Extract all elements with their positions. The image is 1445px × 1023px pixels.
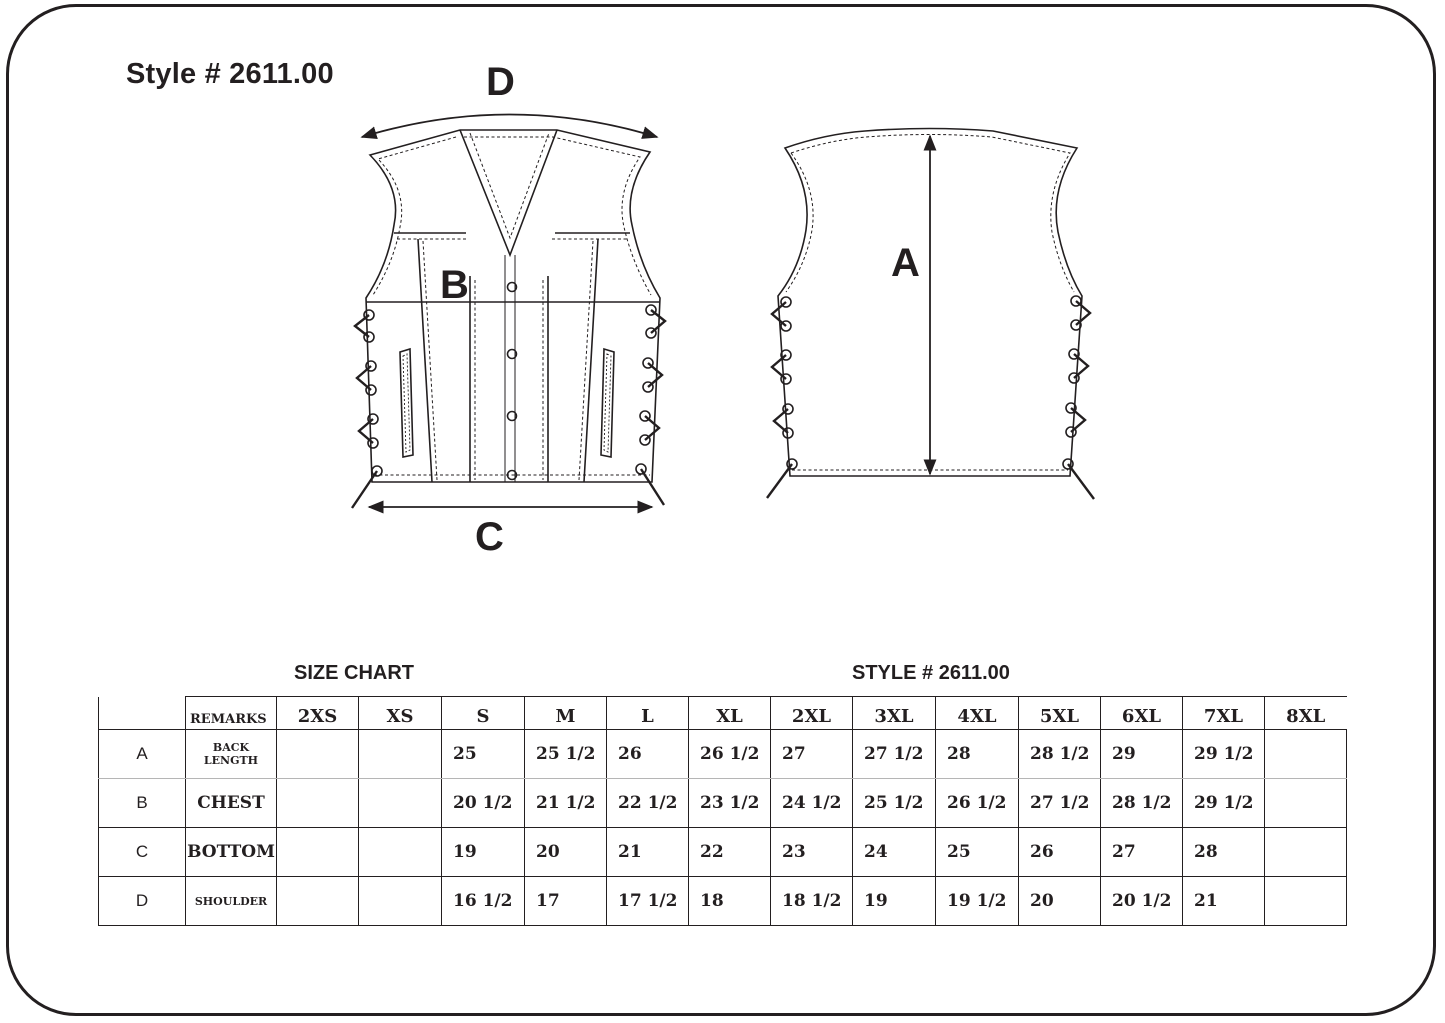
table-cell: 23 [771,828,853,877]
size-header: L [607,697,689,730]
size-header: S [442,697,525,730]
table-cell [277,730,359,779]
table-cell [277,779,359,828]
row-remark: CHEST [186,779,277,828]
back-lacing-left [767,297,797,498]
table-cell: 24 [853,828,936,877]
table-cell: 18 1/2 [771,877,853,926]
table-row [99,828,1347,877]
table-cell: 27 [1101,828,1183,877]
size-header: 2XL [771,697,853,730]
table-cell: 16 1/2 [442,877,525,926]
row-letter: C [99,828,186,877]
table-cell: 29 [1101,730,1183,779]
size-header: XS [359,697,442,730]
table-cell: 18 [689,877,771,926]
table-cell: 26 1/2 [689,730,771,779]
table-cell: 26 [607,730,689,779]
table-cell: 23 1/2 [689,779,771,828]
chart-style-number: STYLE # 2611.00 [852,662,1010,684]
table-cell [359,877,442,926]
row-remark: SHOULDER [186,877,277,926]
table-cell: 26 [1019,828,1101,877]
table-cell [1265,877,1347,926]
table-cell: 21 1/2 [525,779,607,828]
dimension-label-c: C [475,515,504,559]
table-cell: 25 [936,828,1019,877]
table-row [99,730,1347,779]
table-cell: 17 [525,877,607,926]
table-cell: 21 [1183,877,1265,926]
dimension-label-b: B [440,263,469,307]
table-cell: 17 1/2 [607,877,689,926]
back-lacing-right [1063,296,1094,499]
table-cell: 21 [607,828,689,877]
size-header: 8XL [1265,697,1347,730]
table-cell: 29 1/2 [1183,779,1265,828]
table-cell [1265,828,1347,877]
table-cell [277,828,359,877]
table-cell: 27 1/2 [1019,779,1101,828]
table-cell [1265,779,1347,828]
front-outline [366,130,660,482]
row-letter: A [99,730,186,779]
table-cell: 20 1/2 [1101,877,1183,926]
row-letter: D [99,877,186,926]
table-cell: 25 1/2 [525,730,607,779]
table-corner-cell [99,697,186,730]
table-cell [359,828,442,877]
table-cell: 25 [442,730,525,779]
table-row [99,877,1347,926]
table-cell: 20 [525,828,607,877]
table-cell: 22 [689,828,771,877]
vest-front-view [352,130,665,508]
size-header: 6XL [1101,697,1183,730]
table-cell [359,730,442,779]
size-header: 2XS [277,697,359,730]
table-row [99,779,1347,828]
size-header: M [525,697,607,730]
table-cell: 27 [771,730,853,779]
table-cell: 24 1/2 [771,779,853,828]
table-cell: 25 1/2 [853,779,936,828]
table-cell: 19 1/2 [936,877,1019,926]
size-header: 7XL [1183,697,1265,730]
size-header: 5XL [1019,697,1101,730]
style-title: Style # 2611.00 [126,58,334,90]
dimension-label-a: A [891,241,920,285]
size-header: 4XL [936,697,1019,730]
table-cell: 29 1/2 [1183,730,1265,779]
front-v-neck [460,130,557,255]
table-cell: 27 1/2 [853,730,936,779]
table-cell: 28 [936,730,1019,779]
table-header-row [99,697,1347,730]
table-cell [1265,730,1347,779]
table-cell: 28 1/2 [1101,779,1183,828]
table-cell: 19 [853,877,936,926]
table-cell: 19 [442,828,525,877]
front-zip-pocket-left [400,349,413,457]
dimension-d-arrow [362,115,657,138]
table-cell [277,877,359,926]
table-cell: 22 1/2 [607,779,689,828]
table-cell: 26 1/2 [936,779,1019,828]
size-chart-heading: SIZE CHART [294,662,414,684]
row-remark: BOTTOM [186,828,277,877]
table-cell: 20 1/2 [442,779,525,828]
table-cell [359,779,442,828]
dimension-label-d: D [486,60,515,104]
remarks-header: REMARKS [186,697,277,730]
table-cell: 28 1/2 [1019,730,1101,779]
size-header: 3XL [853,697,936,730]
table-cell: 20 [1019,877,1101,926]
size-header: XL [689,697,771,730]
row-remark: BACK LENGTH [186,730,277,779]
table-cell: 28 [1183,828,1265,877]
row-letter: B [99,779,186,828]
size-chart-table [98,696,1347,926]
front-zip-pocket-right [601,349,614,457]
